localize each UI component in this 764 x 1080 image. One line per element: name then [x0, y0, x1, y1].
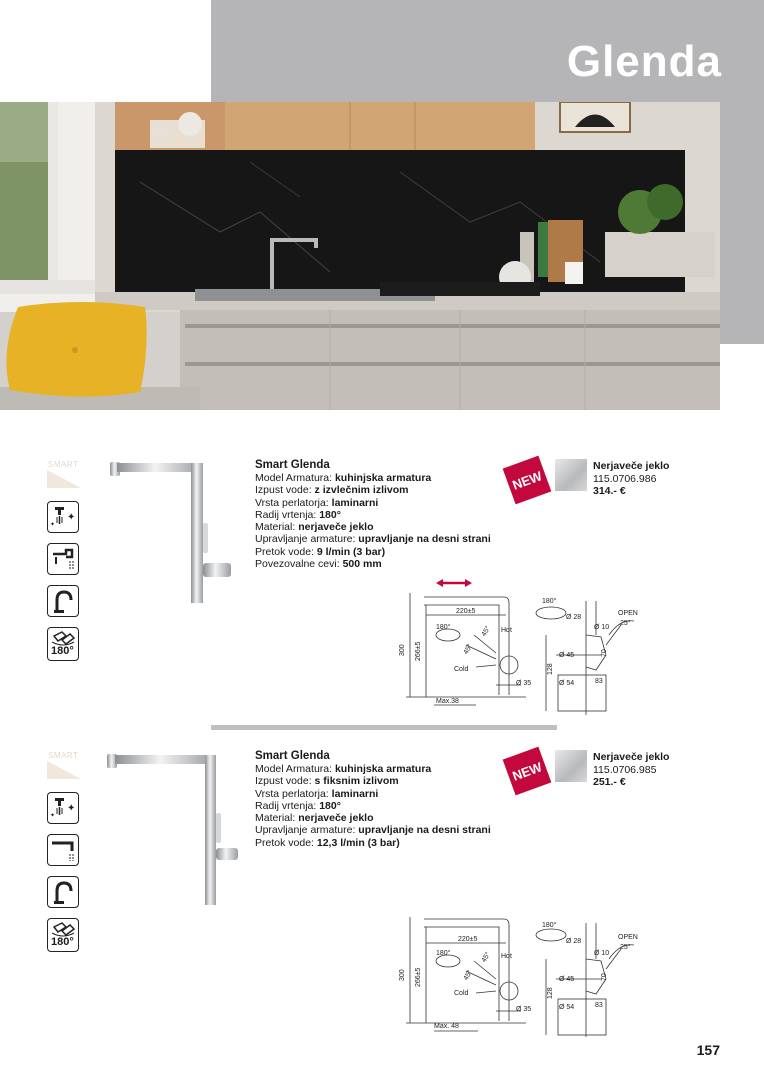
spec-aerator: Vrsta perlatorja: laminarni: [255, 787, 379, 800]
svg-text:180°: 180°: [436, 624, 451, 631]
spec-rotation: Radij vrtenja: 180°: [255, 799, 341, 812]
rotation-label: 180°: [51, 936, 74, 948]
svg-text:70: 70: [601, 973, 608, 981]
svg-text:Cold: Cold: [454, 666, 469, 673]
pull-out-spout-icon: [47, 543, 79, 575]
spec-rotation: Radij vrtenja: 180°: [255, 508, 341, 521]
svg-text:25°: 25°: [620, 620, 631, 627]
finish-info: [593, 460, 669, 498]
svg-text:128: 128: [547, 663, 554, 675]
spec-spout: Izpust vode: s fiksnim izlivom: [255, 775, 399, 788]
svg-text:70: 70: [601, 649, 608, 657]
svg-text:Hot: Hot: [501, 953, 512, 960]
svg-text:220±5: 220±5: [456, 608, 476, 615]
technical-drawing: [396, 575, 656, 715]
spec-material: Material: nerjaveče jeklo: [255, 521, 374, 534]
svg-text:Max.38: Max.38: [436, 698, 459, 705]
svg-text:OPEN: OPEN: [618, 934, 638, 941]
finish-name: Nerjaveče jeklo: [593, 751, 670, 763]
svg-text:180°: 180°: [436, 950, 451, 957]
svg-text:180°: 180°: [542, 922, 557, 929]
svg-text:Ø 35: Ø 35: [516, 680, 532, 687]
product-title: Smart Glenda: [255, 750, 330, 762]
svg-text:Ø 28: Ø 28: [566, 938, 582, 945]
svg-text:Hot: Hot: [501, 627, 512, 634]
spec-list: [255, 472, 515, 570]
section-divider: [211, 725, 557, 730]
svg-text:✦: ✦: [50, 522, 56, 528]
finish-swatch: [555, 459, 587, 491]
smart-label: SMART: [48, 751, 79, 760]
svg-text:✦: ✦: [67, 512, 76, 523]
svg-text:266±5: 266±5: [415, 641, 422, 661]
svg-text:25°: 25°: [620, 944, 631, 951]
kitchen-photo: [0, 102, 720, 410]
svg-text:Ø 35: Ø 35: [516, 1006, 532, 1013]
laminar-aerator-icon: [47, 792, 79, 824]
spec-aerator: Vrsta perlatorja: laminarni: [255, 496, 379, 509]
faucet-arc-icon: [47, 876, 79, 908]
svg-text:✦: ✦: [67, 803, 76, 814]
svg-text:OPEN: OPEN: [618, 610, 638, 617]
svg-text:Max. 48: Max. 48: [434, 1023, 459, 1030]
svg-text:45°: 45°: [480, 951, 493, 964]
smart-label: SMART: [48, 460, 79, 469]
spec-control: Upravljanje armature: upravljanje na desni strani: [255, 533, 491, 546]
rotation-180-icon: [47, 918, 79, 952]
spec-control: Upravljanje armature: upravljanje na desni strani: [255, 824, 491, 837]
spec-material: Material: nerjaveče jeklo: [255, 812, 374, 825]
svg-text:300: 300: [399, 644, 406, 656]
price: 251.- €: [593, 776, 626, 788]
product-image-fixed-spout-faucet: [105, 748, 245, 908]
svg-text:45°: 45°: [462, 969, 475, 982]
article-code: 115.0706.986: [593, 472, 657, 485]
svg-text:Ø 54: Ø 54: [559, 1004, 575, 1011]
spec-list: [255, 763, 515, 849]
svg-text:Cold: Cold: [454, 990, 469, 997]
finish-swatch: [555, 750, 587, 782]
header-side-band: [720, 102, 764, 344]
smart-triangle: [47, 470, 81, 488]
svg-text:220±5: 220±5: [458, 936, 478, 943]
svg-text:Ø 45: Ø 45: [559, 652, 575, 659]
svg-text:45°: 45°: [462, 643, 475, 656]
article-code: 115.0706.985: [593, 763, 657, 776]
page-title: Glenda: [566, 37, 722, 86]
svg-text:45°: 45°: [480, 625, 493, 638]
svg-text:Ø 28: Ø 28: [566, 614, 582, 621]
svg-text:✦: ✦: [50, 813, 56, 819]
rotation-label: 180°: [51, 645, 74, 657]
page-number: 157: [696, 1042, 720, 1058]
technical-drawing: [396, 905, 656, 1045]
product-title: Smart Glenda: [255, 459, 330, 471]
spec-flow: Pretok vode: 9 l/min (3 bar): [255, 545, 386, 558]
new-badge: NEW: [503, 747, 552, 796]
svg-text:300: 300: [399, 969, 406, 981]
svg-text:Ø 10: Ø 10: [594, 950, 610, 957]
svg-text:180°: 180°: [542, 598, 557, 605]
price: 314.- €: [593, 485, 626, 497]
svg-text:Ø 45: Ø 45: [559, 976, 575, 983]
product-image-pull-out-faucet: [105, 455, 245, 605]
svg-text:Ø 54: Ø 54: [559, 680, 575, 687]
svg-text:83: 83: [595, 1002, 603, 1009]
finish-name: Nerjaveče jeklo: [593, 460, 670, 472]
spec-hoses: Povezovalne cevi: 500 mm: [255, 558, 382, 571]
spec-model: Model Armatura: kuhinjska armatura: [255, 472, 432, 484]
new-badge: NEW: [503, 456, 552, 505]
spec-flow: Pretok vode: 12,3 l/min (3 bar): [255, 836, 400, 849]
svg-text:128: 128: [547, 987, 554, 999]
fixed-spout-icon: [47, 834, 79, 866]
finish-info: [593, 751, 669, 789]
svg-text:266±5: 266±5: [415, 967, 422, 987]
spec-spout: Izpust vode: z izvlečnim izlivom: [255, 484, 409, 497]
rotation-180-icon: [47, 627, 79, 661]
laminar-aerator-icon: [47, 501, 79, 533]
faucet-arc-icon: [47, 585, 79, 617]
spec-model: Model Armatura: kuhinjska armatura: [255, 763, 432, 775]
svg-text:Ø 10: Ø 10: [594, 624, 610, 631]
svg-text:83: 83: [595, 678, 603, 685]
smart-triangle: [47, 761, 81, 779]
